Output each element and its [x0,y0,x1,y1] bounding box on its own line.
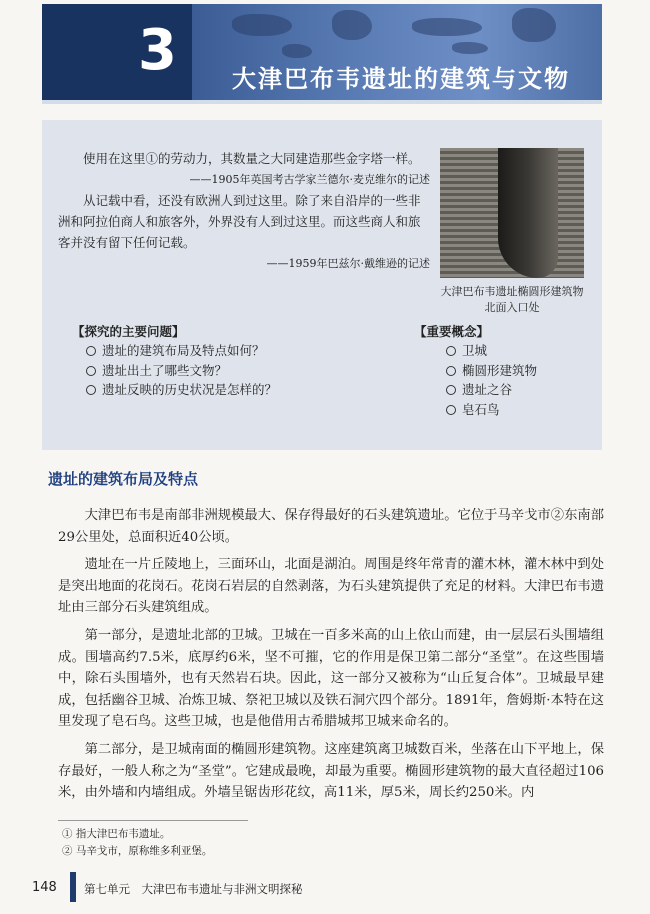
banner-stripe [42,100,602,104]
questions-heading: 【探究的主要问题】 [72,324,185,339]
question-item: 遗址的建筑布局及特点如何？ [86,341,277,361]
concepts-heading: 【重要概念】 [414,324,490,339]
footnote-2: ② 马辛戈市，原称维多利亚堡。 [62,845,213,857]
body-paragraph: 第一部分，是遗址北部的卫城。卫城在一百多米高的山上依山而建，由一层层石头围墙组成。围墙高约7.5米，底厚约6米，坚不可摧，它的作用是保卫第二部分“圣堂”。在这些围墙中，除石头围墙外，也有天然岩石块。因此，这一部分又被称为“山丘复合体”。卫城最早建成，包括幽谷卫城、冶炼卫城、祭祀卫城以及铁石洞穴四个部分。1891年，詹姆斯·本特在这里发现了皂石鸟。这些卫城，也是他借用古希腊城邦卫城来命名的。 [58,627,604,730]
concept-item: 卫城 [446,341,537,361]
concept-item: 遗址之谷 [446,380,537,400]
intro-quote-1: 使用在这里①的劳动力，其数量之大同建造那些金字塔一样。 [83,151,421,166]
intro-source-2: ——1959年巴兹尔·戴维逊的记述 [266,257,430,270]
footnote-divider [58,820,248,821]
body-paragraph: 第二部分，是卫城南面的椭圆形建筑物。这座建筑离卫城数百米，坐落在山下平地上，保存最好，一般人称之为“圣堂”。它建成最晚，却最为重要。椭圆形建筑物的最大直径超过106米，由外墙和内墙组成。外墙呈锯齿形花纹，高11米，厚5米，周长约250米。内 [58,741,604,801]
page-number: 148 [32,880,57,895]
section-title: 遗址的建筑布局及特点 [48,470,199,488]
chapter-number: 3 [138,18,177,83]
body-paragraph: 大津巴布韦是南部非洲规模最大、保存得最好的石头建筑遗址。它位于马辛戈市②东南部29公里处，总面积近40公顷。 [58,508,604,545]
intro-quotes [58,148,430,274]
footer-bar [70,872,76,902]
body-paragraph: 遗址在一片丘陵地上，三面环山，北面是湖泊。周围是终年常青的灌木林，灌木林中到处是突出地面的花岗石。花岗石岩层的自然剥落，为石头建筑提供了充足的材料。大津巴布韦遗址由三部分石头建筑组成。 [58,557,604,616]
ruins-photo-caption [434,284,590,316]
concept-item: 皂石鸟 [446,400,537,420]
questions-list [86,341,277,400]
chapter-banner [42,4,602,100]
concepts-list [446,341,537,419]
caption-line-2: 北面入口处 [484,301,540,314]
footnotes [62,826,212,860]
footer-unit-title: 第七单元 大津巴布韦遗址与非洲文明探秘 [84,882,303,896]
ruins-photo [440,148,584,278]
section-body [58,505,604,810]
caption-line-1: 大津巴布韦遗址椭圆形建筑物 [440,285,584,298]
intro-quote-2: 从记载中看，还没有欧洲人到过这里。除了来自沿岸的一些非洲和阿拉伯商人和旅客外，外界没有人到过这里。而这些商人和旅客并没有留下任何记载。 [58,193,421,250]
chapter-title: 大津巴布韦遗址的建筑与文物 [232,65,570,93]
question-item: 遗址出土了哪些文物？ [86,361,277,381]
footnote-1: ① 指大津巴布韦遗址。 [62,828,171,840]
question-item: 遗址反映的历史状况是怎样的？ [86,380,277,400]
concept-item: 椭圆形建筑物 [446,361,537,381]
intro-source-1: ——1905年英国考古学家兰德尔·麦克维尔的记述 [189,173,430,186]
